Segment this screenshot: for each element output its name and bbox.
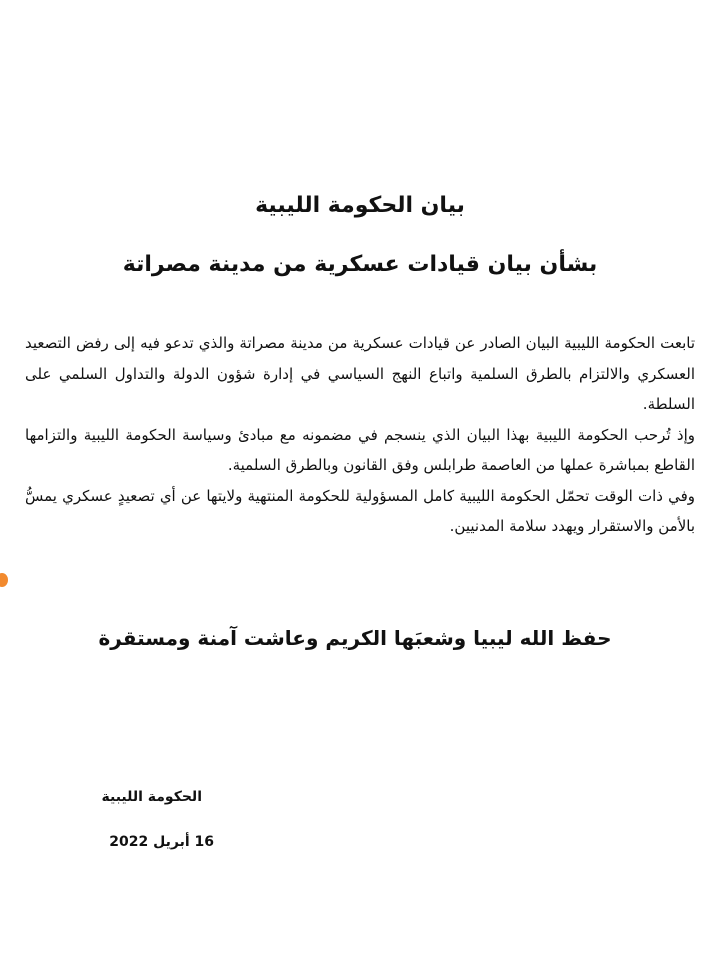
edge-marker-icon: [0, 573, 8, 587]
statement-date: 16 أبريل 2022: [109, 834, 214, 850]
statement-subtitle: بشأن بيان قيادات عسكرية من مدينة مصراتة: [122, 252, 598, 277]
statement-body: [25, 328, 695, 542]
signature: الحكومة الليبية: [101, 789, 202, 805]
closing-line: حفظ الله ليبيا وشعبَها الكريم وعاشت آمنة ومستقرة: [98, 626, 612, 650]
body-paragraph: وفي ذات الوقت تحمّل الحكومة الليبية كامل المسؤولية للحكومة المنتهية ولايتها عن أي تصعيدٍ عسكري يمسُّ بالأمن والاستقرار ويهدد سلامة المدنيين.: [25, 486, 695, 535]
body-paragraph: تابعت الحكومة الليبية البيان الصادر عن قيادات عسكرية من مدينة مصراتة والذي تدعو فيه إلى رفض التصعيد العسكري والالتزام بالطرق السلمية واتباع النهج السياسي في إدارة شؤون الدولة والتداول السلمي على السلطة.: [25, 334, 695, 413]
statement-title: بيان الحكومة الليبية: [255, 193, 465, 218]
body-paragraph: وإذ تُرحب الحكومة الليبية بهذا البيان الذي ينسجم في مضمونه مع مبادئ وسياسة الحكومة الليبية والتزامها القاطع بمباشرة عملها من العاصمة طرابلس وفق القانون وبالطرق السلمية.: [25, 425, 695, 474]
